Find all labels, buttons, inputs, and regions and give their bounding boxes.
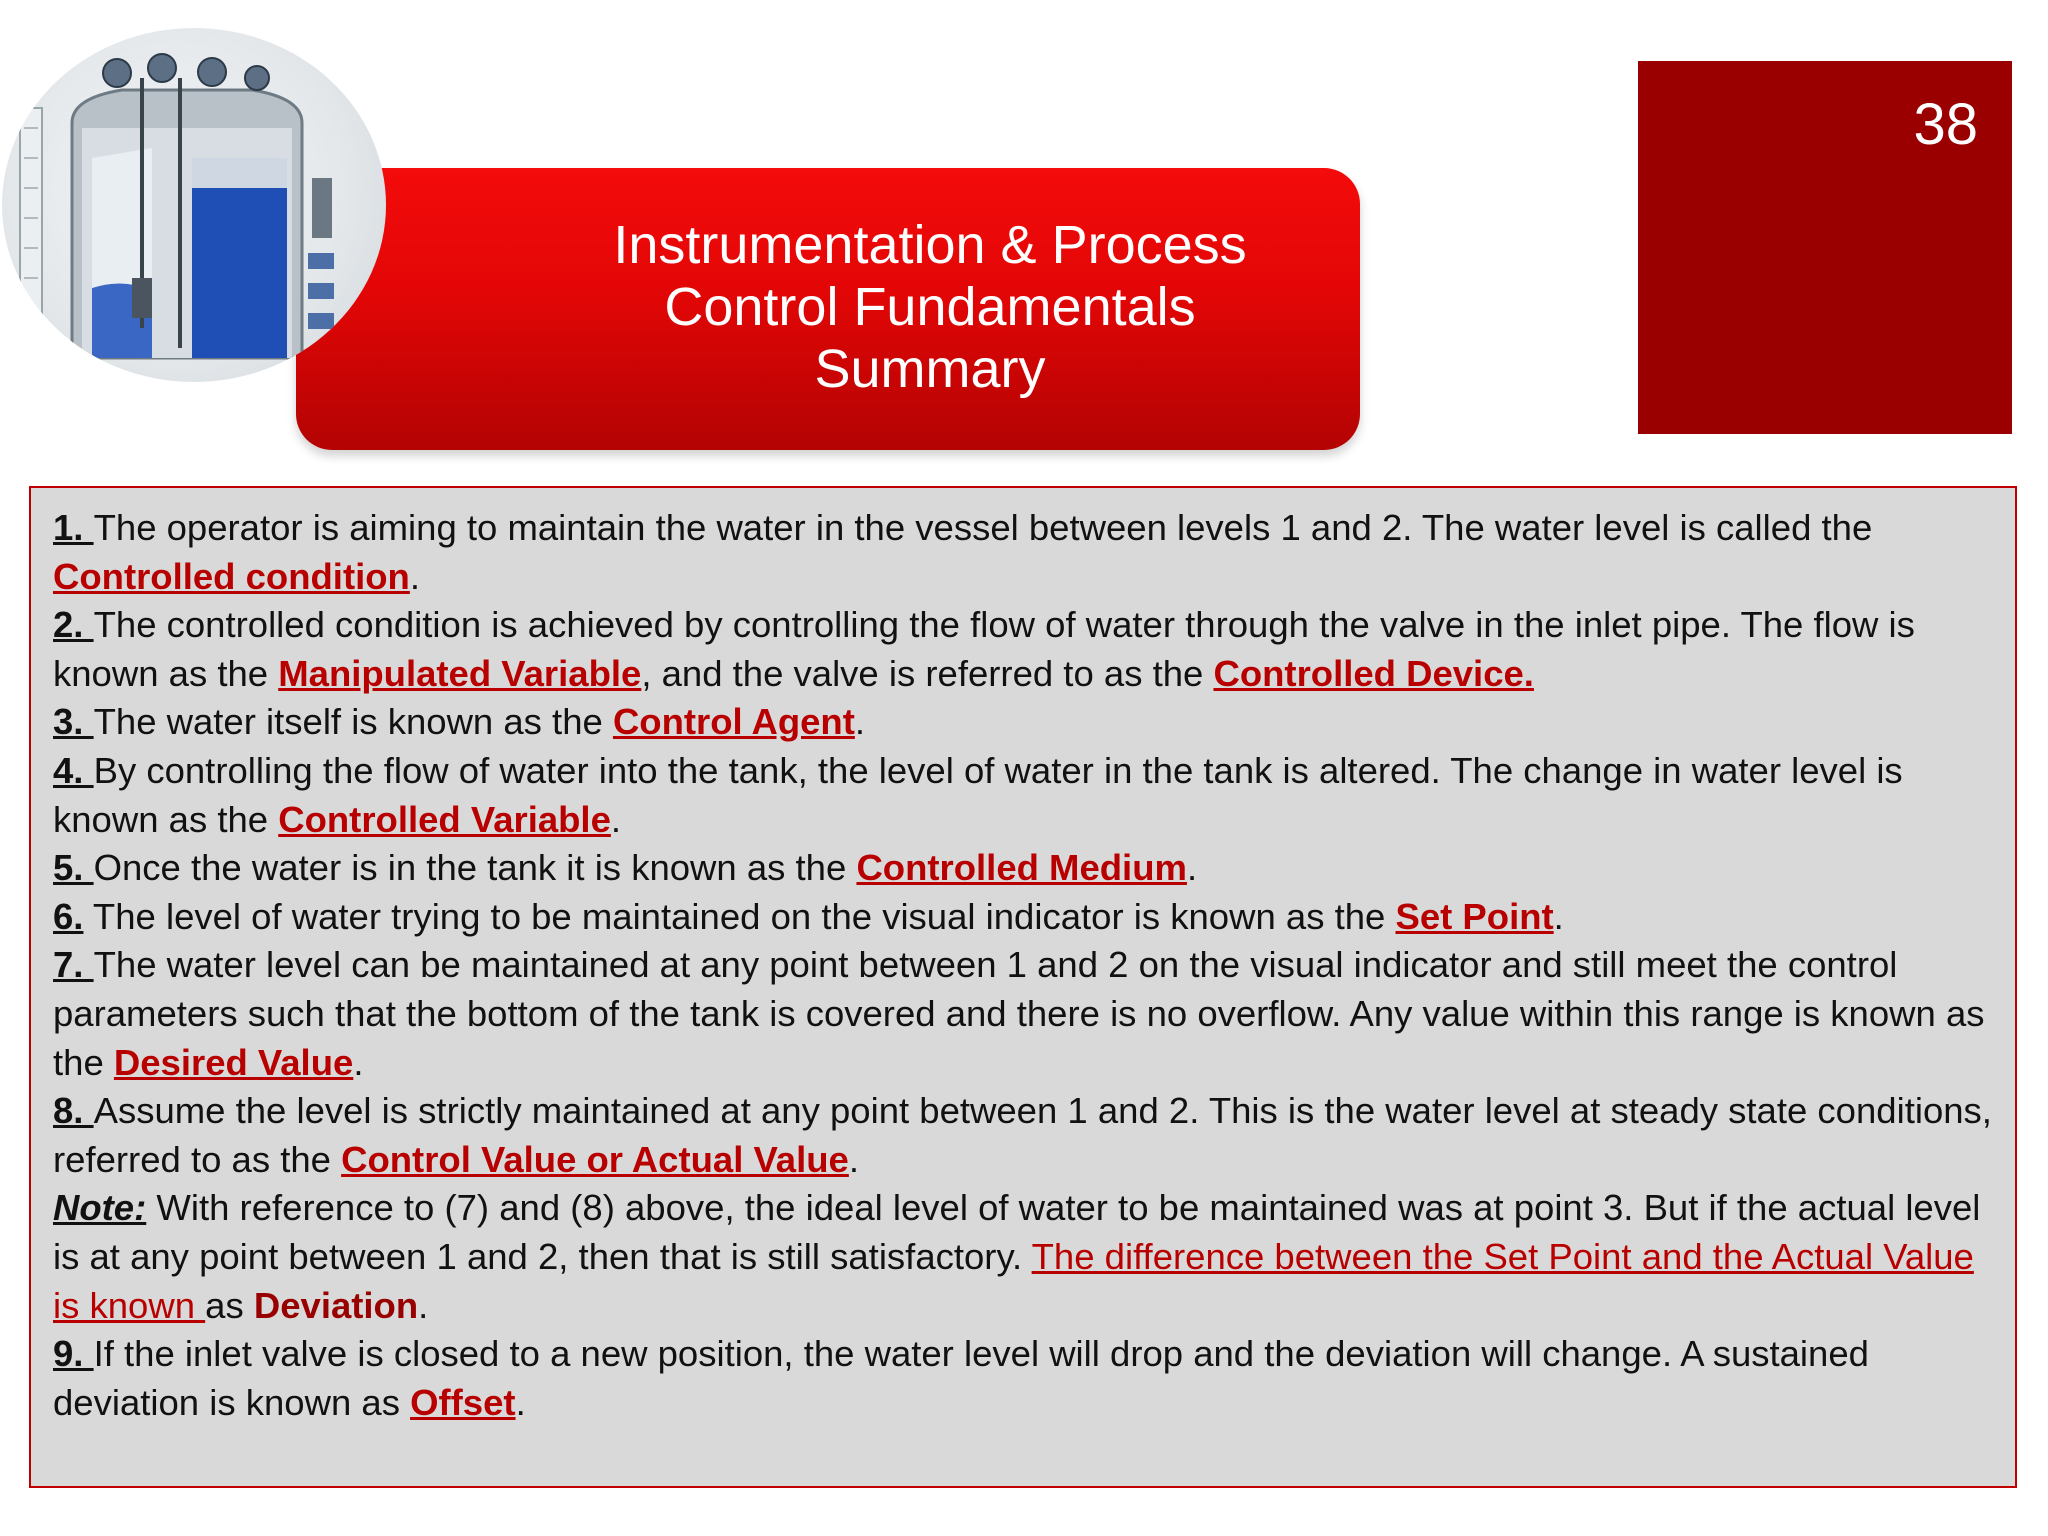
summary-note: Note: With reference to (7) and (8) above, the ideal level of water to be maintained was at point 3. But if the actual level is at any point between 1 and 2, then that is still satisfactory. The difference between the Set Point and the Actual Value is known as Deviation. (53, 1187, 1981, 1326)
summary-item-4: 4. By controlling the flow of water into the tank, the level of water in the tank is altered. The change in water level is known as the Controlled Variable. (53, 749, 1903, 840)
term-controlled-device: Controlled Device. (1213, 652, 1534, 694)
title-line-1: Instrumentation & Process (613, 215, 1247, 275)
summary-item-3: 3. The water itself is known as the Control Agent. (53, 701, 866, 743)
summary-item-1: 1. The operator is aiming to maintain the water in the vessel between levels 1 and 2. The water level is called the Controlled condition. (53, 507, 1873, 597)
page-number: 38 (1913, 92, 1978, 157)
title-line-2: Control Fundamentals (664, 277, 1196, 337)
term-control-value: Control Value or Actual Value (341, 1138, 849, 1180)
deviation-definition-link[interactable]: The difference between the Set Point and the Actual Value is known (53, 1235, 1974, 1326)
term-controlled-medium: Controlled Medium (856, 847, 1187, 889)
term-manipulated-variable: Manipulated Variable (278, 652, 642, 694)
summary-item-7: 7. The water level can be maintained at any point between 1 and 2 on the visual indicator and still meet the control parameters such that the bottom of the tank is covered and there is no overflow. Any value within this range is known as the Desired Value. (53, 944, 1985, 1083)
tank-illustration (2, 28, 386, 382)
summary-item-9: 9. If the inlet valve is closed to a new position, the water level will drop and the deviation will change. A sustained deviation is known as Offset. (53, 1333, 1869, 1423)
term-controlled-variable: Controlled Variable (278, 798, 611, 840)
summary-item-6: 6. The level of water trying to be maintained on the visual indicator is known as the Set Point. (53, 895, 1564, 937)
term-deviation: Deviation (253, 1284, 419, 1326)
term-set-point: Set Point (1395, 895, 1554, 937)
term-controlled-condition: Controlled condition (53, 555, 410, 597)
term-offset: Offset (410, 1381, 516, 1423)
summary-content-box (29, 486, 2017, 1488)
summary-item-5: 5. Once the water is in the tank it is known as the Controlled Medium. (53, 847, 1198, 889)
term-desired-value: Desired Value (113, 1041, 354, 1083)
title-line-3: Summary (814, 339, 1046, 399)
summary-item-2: 2. The controlled condition is achieved by controlling the flow of water through the valve in the inlet pipe. The flow is known as the Manipulated Variable, and the valve is referred to as the Controlled Device. (53, 604, 1915, 694)
page-number-box (1638, 61, 2012, 434)
slide-title (540, 214, 1320, 400)
term-control-agent: Control Agent (612, 701, 855, 743)
tank-icon (2, 28, 386, 382)
summary-item-8: 8. Assume the level is strictly maintained at any point between 1 and 2. This is the water level at steady state conditions, referred to as the Control Value or Actual Value. (53, 1090, 1992, 1180)
